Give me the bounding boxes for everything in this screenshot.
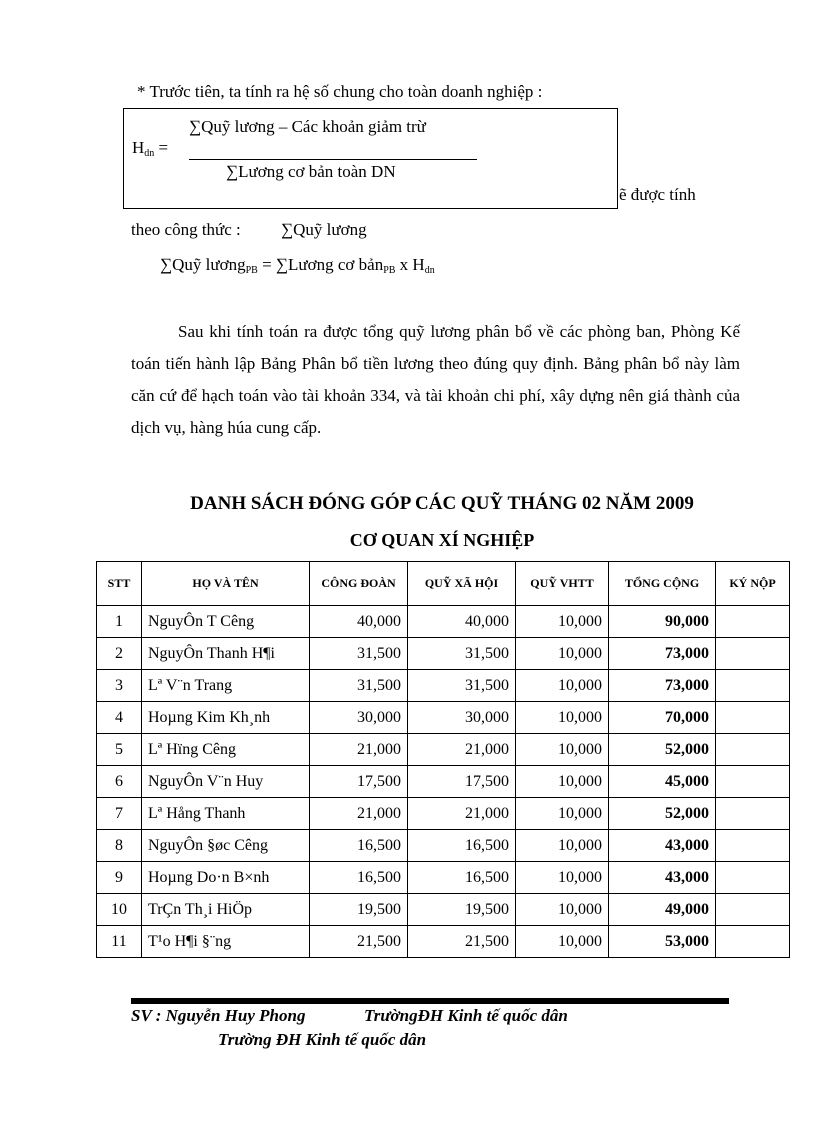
cell-quy-vhtt: 10,000 bbox=[516, 862, 609, 894]
cell-quy-xa-hoi: 21,500 bbox=[408, 926, 516, 958]
formula-lhs: $H_{dn}$ = bbox=[132, 138, 169, 159]
cell-tong-cong: 52,000 bbox=[609, 798, 716, 830]
footer-school-1: TrườngĐH Kinh tế quốc dân bbox=[364, 1006, 568, 1025]
cell-name: NguyÔn T Cêng bbox=[142, 606, 310, 638]
cell-name: Hoµng Do·n B×nh bbox=[142, 862, 310, 894]
cell-tong-cong: 43,000 bbox=[609, 830, 716, 862]
cell-ky-nop bbox=[716, 670, 790, 702]
table-row bbox=[97, 638, 790, 670]
line-theo-sum: ∑Quỹ lương bbox=[281, 220, 367, 239]
header-name: HỌ VÀ TÊN bbox=[142, 562, 310, 606]
cell-stt: 5 bbox=[97, 734, 142, 766]
cell-tong-cong: 53,000 bbox=[609, 926, 716, 958]
cell-ky-nop bbox=[716, 638, 790, 670]
cell-quy-vhtt: 10,000 bbox=[516, 702, 609, 734]
cell-cong-doan: 31,500 bbox=[310, 670, 408, 702]
cell-stt: 6 bbox=[97, 766, 142, 798]
cell-stt: 8 bbox=[97, 830, 142, 862]
cell-tong-cong: 70,000 bbox=[609, 702, 716, 734]
cell-stt: 10 bbox=[97, 894, 142, 926]
cell-name: T¹o H¶i §¨ng bbox=[142, 926, 310, 958]
cell-name: Lª V¨n Trang bbox=[142, 670, 310, 702]
cell-quy-vhtt: 10,000 bbox=[516, 766, 609, 798]
cell-name: NguyÔn V¨n Huy bbox=[142, 766, 310, 798]
table-title: DANH SÁCH ĐÓNG GÓP CÁC QUỸ THÁNG 02 NĂM 2009 bbox=[190, 493, 694, 514]
header-quy-xa-hoi: QUỸ XÃ HỘI bbox=[408, 562, 516, 606]
cell-name: Lª Hång Thanh bbox=[142, 798, 310, 830]
cell-tong-cong: 49,000 bbox=[609, 894, 716, 926]
cell-quy-xa-hoi: 19,500 bbox=[408, 894, 516, 926]
table-row bbox=[97, 670, 790, 702]
cell-quy-vhtt: 10,000 bbox=[516, 638, 609, 670]
table-row bbox=[97, 734, 790, 766]
cell-name: Lª Hïng Cêng bbox=[142, 734, 310, 766]
cell-cong-doan: 31,500 bbox=[310, 638, 408, 670]
cell-quy-vhtt: 10,000 bbox=[516, 670, 609, 702]
cell-cong-doan: 21,500 bbox=[310, 926, 408, 958]
cell-quy-xa-hoi: 30,000 bbox=[408, 702, 516, 734]
header-cong-doan: CÔNG ĐOÀN bbox=[310, 562, 408, 606]
cell-tong-cong: 45,000 bbox=[609, 766, 716, 798]
cell-cong-doan: 21,000 bbox=[310, 798, 408, 830]
cell-cong-doan: 17,500 bbox=[310, 766, 408, 798]
cell-stt: 4 bbox=[97, 702, 142, 734]
cell-quy-xa-hoi: 21,000 bbox=[408, 734, 516, 766]
table-row bbox=[97, 766, 790, 798]
table-row bbox=[97, 830, 790, 862]
cell-ky-nop bbox=[716, 606, 790, 638]
cell-cong-doan: 16,500 bbox=[310, 862, 408, 894]
cell-stt: 7 bbox=[97, 798, 142, 830]
cell-quy-vhtt: 10,000 bbox=[516, 734, 609, 766]
cell-ky-nop bbox=[716, 894, 790, 926]
footer-author: SV : Nguyễn Huy Phong bbox=[131, 1006, 306, 1025]
cell-cong-doan: 16,500 bbox=[310, 830, 408, 862]
cell-name: NguyÔn §øc Cêng bbox=[142, 830, 310, 862]
table-row bbox=[97, 702, 790, 734]
cell-quy-xa-hoi: 31,500 bbox=[408, 670, 516, 702]
cell-stt: 1 bbox=[97, 606, 142, 638]
cell-tong-cong: 43,000 bbox=[609, 862, 716, 894]
cell-quy-xa-hoi: 16,500 bbox=[408, 830, 516, 862]
cell-cong-doan: 19,500 bbox=[310, 894, 408, 926]
cell-name: TrÇn Th¸i HiÖp bbox=[142, 894, 310, 926]
cell-quy-xa-hoi: 31,500 bbox=[408, 638, 516, 670]
cell-ky-nop bbox=[716, 830, 790, 862]
table-header-row bbox=[97, 562, 790, 606]
footer-rule bbox=[131, 998, 729, 1004]
formula-denominator: ∑Lương cơ bản toàn DN bbox=[226, 162, 396, 181]
cell-ky-nop bbox=[716, 926, 790, 958]
cell-quy-vhtt: 10,000 bbox=[516, 606, 609, 638]
cell-quy-xa-hoi: 21,000 bbox=[408, 798, 516, 830]
table-row bbox=[97, 798, 790, 830]
cell-name: Hoµng Kim Kh¸nh bbox=[142, 702, 310, 734]
footer-school-2: Trường ĐH Kinh tế quốc dân bbox=[218, 1030, 427, 1049]
header-tong-cong: TỔNG CỘNG bbox=[609, 562, 716, 606]
cell-quy-vhtt: 10,000 bbox=[516, 926, 609, 958]
cell-tong-cong: 73,000 bbox=[609, 670, 716, 702]
cell-quy-xa-hoi: 40,000 bbox=[408, 606, 516, 638]
formula-numerator: ∑Quỹ lương – Các khoản giảm trừ bbox=[189, 117, 426, 136]
cell-ky-nop bbox=[716, 702, 790, 734]
line-theo: theo công thức : bbox=[131, 220, 241, 239]
cell-quy-xa-hoi: 17,500 bbox=[408, 766, 516, 798]
cell-name: NguyÔn Thanh H¶i bbox=[142, 638, 310, 670]
fraction-line bbox=[189, 159, 477, 160]
table-row bbox=[97, 926, 790, 958]
cell-stt: 2 bbox=[97, 638, 142, 670]
table-subtitle: CƠ QUAN XÍ NGHIỆP bbox=[349, 530, 535, 550]
cell-cong-doan: 40,000 bbox=[310, 606, 408, 638]
cell-stt: 3 bbox=[97, 670, 142, 702]
cell-quy-vhtt: 10,000 bbox=[516, 894, 609, 926]
table-row bbox=[97, 606, 790, 638]
cell-stt: 9 bbox=[97, 862, 142, 894]
header-ky-nop: KÝ NỘP bbox=[716, 562, 790, 606]
contribution-table bbox=[96, 561, 790, 958]
table-row bbox=[97, 862, 790, 894]
header-quy-vhtt: QUỸ VHTT bbox=[516, 562, 609, 606]
formula-2: ∑Quỹ lương$_{PB}$ = ∑Lương cơ bản$_{PB}$ x $H_{dn}$ bbox=[160, 255, 435, 276]
cell-quy-vhtt: 10,000 bbox=[516, 798, 609, 830]
body-paragraph bbox=[131, 316, 740, 444]
cell-ky-nop bbox=[716, 734, 790, 766]
cell-quy-vhtt: 10,000 bbox=[516, 830, 609, 862]
header-stt: STT bbox=[97, 562, 142, 606]
cell-ky-nop bbox=[716, 862, 790, 894]
side-text: ẽ được tính bbox=[619, 185, 696, 204]
cell-tong-cong: 90,000 bbox=[609, 606, 716, 638]
cell-tong-cong: 73,000 bbox=[609, 638, 716, 670]
cell-tong-cong: 52,000 bbox=[609, 734, 716, 766]
cell-cong-doan: 30,000 bbox=[310, 702, 408, 734]
cell-quy-xa-hoi: 16,500 bbox=[408, 862, 516, 894]
cell-ky-nop bbox=[716, 766, 790, 798]
intro-line: * Trước tiên, ta tính ra hệ số chung cho toàn doanh nghiệp : bbox=[137, 82, 543, 101]
cell-cong-doan: 21,000 bbox=[310, 734, 408, 766]
cell-stt: 11 bbox=[97, 926, 142, 958]
cell-ky-nop bbox=[716, 798, 790, 830]
body-paragraph-text: Sau khi tính toán ra được tổng quỹ lương phân bổ về các phòng ban, Phòng Kế toán tiến hành lập Bảng Phân bổ tiền lương theo đúng quy định. Bảng phân bổ này làm căn cứ để hạch toán vào tài khoản 334, và tài khoản chi phí, xây dựng nên giá thành của dịch vụ, hàng húa cung cấp. bbox=[131, 322, 740, 437]
table-row bbox=[97, 894, 790, 926]
